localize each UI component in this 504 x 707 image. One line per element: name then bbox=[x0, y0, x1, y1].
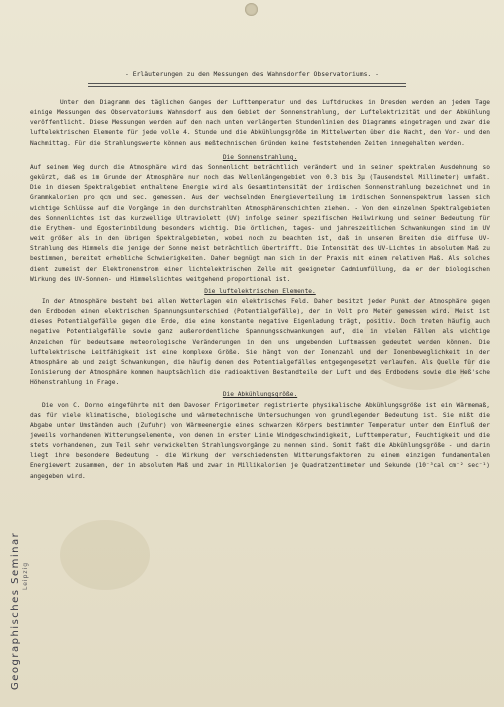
section-text-sonnenstrahlung: Auf seinem Weg durch die Atmosphäre wird das Sonnenlicht beträchtlich verändert und in seiner spektralen Ausdehnung so gekürzt, daß es im Grunde der Atmosphäre nur noch das Wellenlängengebiet von 0.3 bis 3μ (Tausendstel Millimeter) umfaßt. Die in diesem Spektralgebiet enthaltene Energie wird als Gesamtintensität der irdischen Sonnenstrahlung bezeichnet und in Grammkalorien pro qcm und sec. gemessen. Aus der wechselnden Energieverteilung im irdischen Sonnenspektrum lassen sich wichtige Schlüsse auf die Vorgänge in den durchstrahlten Atmosphärenschichten ziehen. - Von den einzelnen Spektralgebieten des Sonnenlichtes ist das kurzwellige Ultraviolett (UV) infolge seiner spezifischen Heilwirkung und seiner Bedeutung für die Erythem- und Egosterinbildung besonders wichtig. Die örtlichen, tages- und jahreszeitlichen Schwankungen sind im UV weit größer als in den übrigen Spektralgebieten, wobei noch zu beachten ist, daß in unseren Breiten die diffuse UV-Strahlung des Himmels die jenige der Sonne meist beträchtlich übertrifft. Die Intensität des UV-Lichtes in absolutem Maß zu bestimmen, bereitet erhebliche Schwierigkeiten. Daher begnügt man sich in der Praxis mit einem relativen Maß. Als solches dient zumeist der Elektronenstrom einer lichtelektrischen Zelle mit geeigneter Cadmiumfüllung, da er der biologischen Wirkung des UV-Sonnen- und Himmelslichtes weitgehend proportional ist. bbox=[30, 163, 494, 283]
section-text-luftelektrik: In der Atmosphäre besteht bei allen Wetterlagen ein elektrisches Feld. Daher besitzt jeder Punkt der Atmosphäre gegen den Erdboden einen elektrischen Spannungsunterschied (Potentialgefälle), der in Volt pro Meter gemessen wird. Meist ist dieses Potentialgefälle gegen die Erde, die eine konstante negative Eigenladung trägt, positiv. Doch treten häufig auch negative Potentialgefälle sowie ganz außerordentliche Spannungsschwankungen auf, die in vielen Fällen als wichtige Anzeichen für bedeutsame meteorologische Veränderungen in den uns umgebenden Luftmassen gedeutet werden können. Die luftelektrische Leitfähigkeit ist eine komplexe Größe. Sie hängt von der Ionenzahl und der Ionenbeweglichkeit in der Atmosphäre ab und zeigt Schwankungen, die häufig denen des Potentialgefälles entgegengesetzt verlaufen. Als Quelle für die Ionisierung der Atmosphäre kommen hauptsächlich die radioaktiven Bestandteile der Luft und des Erdbodens sowie die Heß'sche Höhenstrahlung in Frage. bbox=[30, 297, 494, 387]
section-heading-sonnenstrahlung: Die Sonnenstrahlung. bbox=[222, 153, 298, 161]
paper-stain bbox=[60, 520, 150, 590]
punch-hole bbox=[245, 3, 258, 16]
document-body bbox=[30, 98, 494, 482]
section-heading-abkuehlung: Die Abkühlungsgröße. bbox=[222, 391, 298, 399]
intro-paragraph: Unter den Diagramm des täglichen Ganges der Lufttemperatur und des Luftdruckes in Dresden werden an jedem Tage einige Messungen des Observatoriums Wahnsdorf aus dem Gebiet der Sonnenstrahlung, der Luftelektrizität und der Abkühlung veröffentlicht. Diese Messungen werden auf den nach unten verlängerten Stundenlinien des Diagramms eingetragen und zwar die luftelektrischen Elemente für jede volle 4. Stunde und die Abkühlungsgröße im Mittelwerten über die Nacht, den Vor- und den Nachmittag. Für die Strahlungswerte können aus meßtechnischen Gründen keine feststehenden Zeiten innegehalten werden. bbox=[30, 99, 494, 147]
stamp-main-text: Geographisches Seminar bbox=[10, 531, 21, 690]
library-stamp bbox=[10, 440, 32, 700]
title-underline bbox=[88, 83, 406, 87]
document-title: - Erläuterungen zu den Messungen des Wahnsdorfer Observatoriums. - bbox=[125, 70, 379, 78]
stamp-sub-text: Leipzig bbox=[22, 561, 29, 590]
section-heading-luftelektrik: Die luftelektrischen Elemente. bbox=[204, 287, 316, 295]
section-text-abkuehlung: Die von C. Dorno eingeführte mit dem Davoser Frigorimeter registrierte physikalische Abkühlungsgröße ist ein Wärmemaß, das für viele klimatische, biologische und wärmetechnische Untersuchungen von grundlegender Bedeutung ist. Sie mißt die Abgabe unter Umständen auch (Zufuhr) von Wärmeenergie eines schwarzen Körpers bestimmter Temperatur unter dem Einfluß der jeweils vorhandenen Witterungselemente, von denen in erster Linie Windgeschwindigkeit, Lufttemperatur, Feuchtigkeit und die stets vorhandenen, zum Teil sehr verwickelten Strahlungsvorgänge zu nennen sind. Somit faßt die Abkühlungsgröße - und darin liegt ihre besondere Bedeutung - die Wirkung der verschiedensten Witterungsfaktoren zu einem einzigen fundamentalen Energiewert zusammen, der in absolutem Maß und zwar in Millikalorien je Quadratzentimeter und Sekunde (10⁻³cal cm⁻² sec⁻¹) angegeben wird. bbox=[30, 401, 494, 480]
